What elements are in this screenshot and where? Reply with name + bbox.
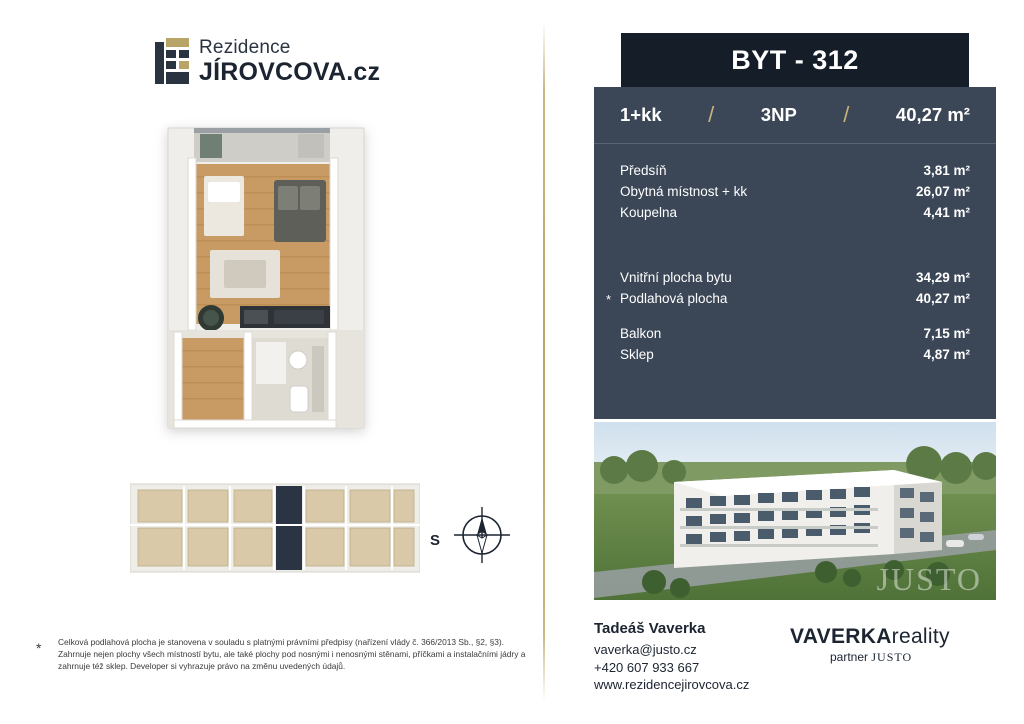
- footnote: [36, 636, 536, 673]
- table-row: [620, 202, 970, 223]
- unit-layout: 1+kk: [620, 104, 662, 125]
- total-label: Vnitřní plocha bytu: [620, 270, 732, 285]
- photo-watermark: JUSTO: [876, 561, 982, 597]
- footnote-asterisk: *: [36, 640, 42, 656]
- contact-email[interactable]: vaverka@justo.cz: [594, 642, 697, 657]
- logo-line-1: Rezidence: [199, 37, 291, 58]
- compass-rose: [430, 505, 522, 571]
- vertical-divider: [543, 22, 545, 702]
- room-value: 4,41 m²: [923, 205, 970, 220]
- unit-info-card: [594, 87, 996, 419]
- table-row: [620, 267, 970, 288]
- extra-label: Sklep: [620, 347, 654, 362]
- room-value: 3,81 m²: [923, 163, 970, 178]
- agency-partner-name: JUSTO: [871, 650, 913, 664]
- unit-summary-row: [594, 87, 996, 144]
- contact-website[interactable]: www.rezidencejirovcova.cz: [594, 677, 750, 692]
- room-value: 26,07 m²: [915, 184, 970, 199]
- table-row: [620, 344, 970, 365]
- logo-tld: .cz: [346, 58, 381, 86]
- logo-line-2: [199, 60, 380, 85]
- agency-partner-label: partner: [830, 650, 869, 664]
- room-label: Koupelna: [620, 205, 678, 220]
- table-row: [620, 181, 970, 202]
- page-title: BYT - 312: [731, 44, 859, 75]
- table-row: [620, 323, 970, 344]
- total-label: Podlahová plocha: [620, 291, 728, 306]
- logo-name: JÍROVCOVA: [199, 58, 347, 86]
- agency-name-light: reality: [891, 625, 950, 648]
- agency-name-bold: VAVERKA: [790, 625, 892, 648]
- compass-south-label: S: [430, 532, 441, 549]
- contact-name: Tadeáš Vaverka: [594, 620, 706, 637]
- room-label: Předsíň: [620, 163, 667, 178]
- apartment-floorplan-3d: [148, 110, 398, 440]
- building-floor-layout: [130, 478, 420, 578]
- summary-separator-1: /: [708, 102, 715, 127]
- building-logo-icon: [155, 38, 189, 84]
- unit-total-area: 40,27 m²: [895, 104, 970, 125]
- area-table: [594, 144, 996, 365]
- agency-logo: [790, 625, 990, 665]
- room-label: Obytná místnost + kk: [620, 184, 748, 199]
- extra-value: 4,87 m²: [923, 347, 970, 362]
- contact-block: [594, 620, 749, 694]
- extra-label: Balkon: [620, 326, 662, 341]
- footnote-marker: *: [606, 292, 612, 307]
- contact-phone[interactable]: +420 607 933 667: [594, 659, 700, 675]
- table-row: [620, 160, 970, 181]
- extra-value: 7,15 m²: [923, 326, 970, 341]
- total-value: 40,27 m²: [915, 291, 970, 306]
- footnote-text: Celková podlahová plocha je stanovena v souladu s platnými právními předpisy (nařízení vlády č. 366/2013 Sb., §2, §3). Zahrnuje nejen plochy všech místností bytu, ale také plochy pod nosnými i nenosnými stěnami, příčkami a instalačními jádry a zahrnuje též sklep. Developer si vyhrazuje právo na změnu uvedených údajů.: [58, 637, 526, 672]
- right-column: [563, 0, 1024, 724]
- logo: [155, 38, 380, 85]
- building-render-photo: [594, 422, 996, 600]
- summary-separator-2: /: [843, 102, 850, 127]
- total-value: 34,29 m²: [915, 270, 970, 285]
- unit-floor: 3NP: [760, 104, 797, 125]
- unit-title-bar: [621, 33, 969, 87]
- table-row: [606, 288, 970, 309]
